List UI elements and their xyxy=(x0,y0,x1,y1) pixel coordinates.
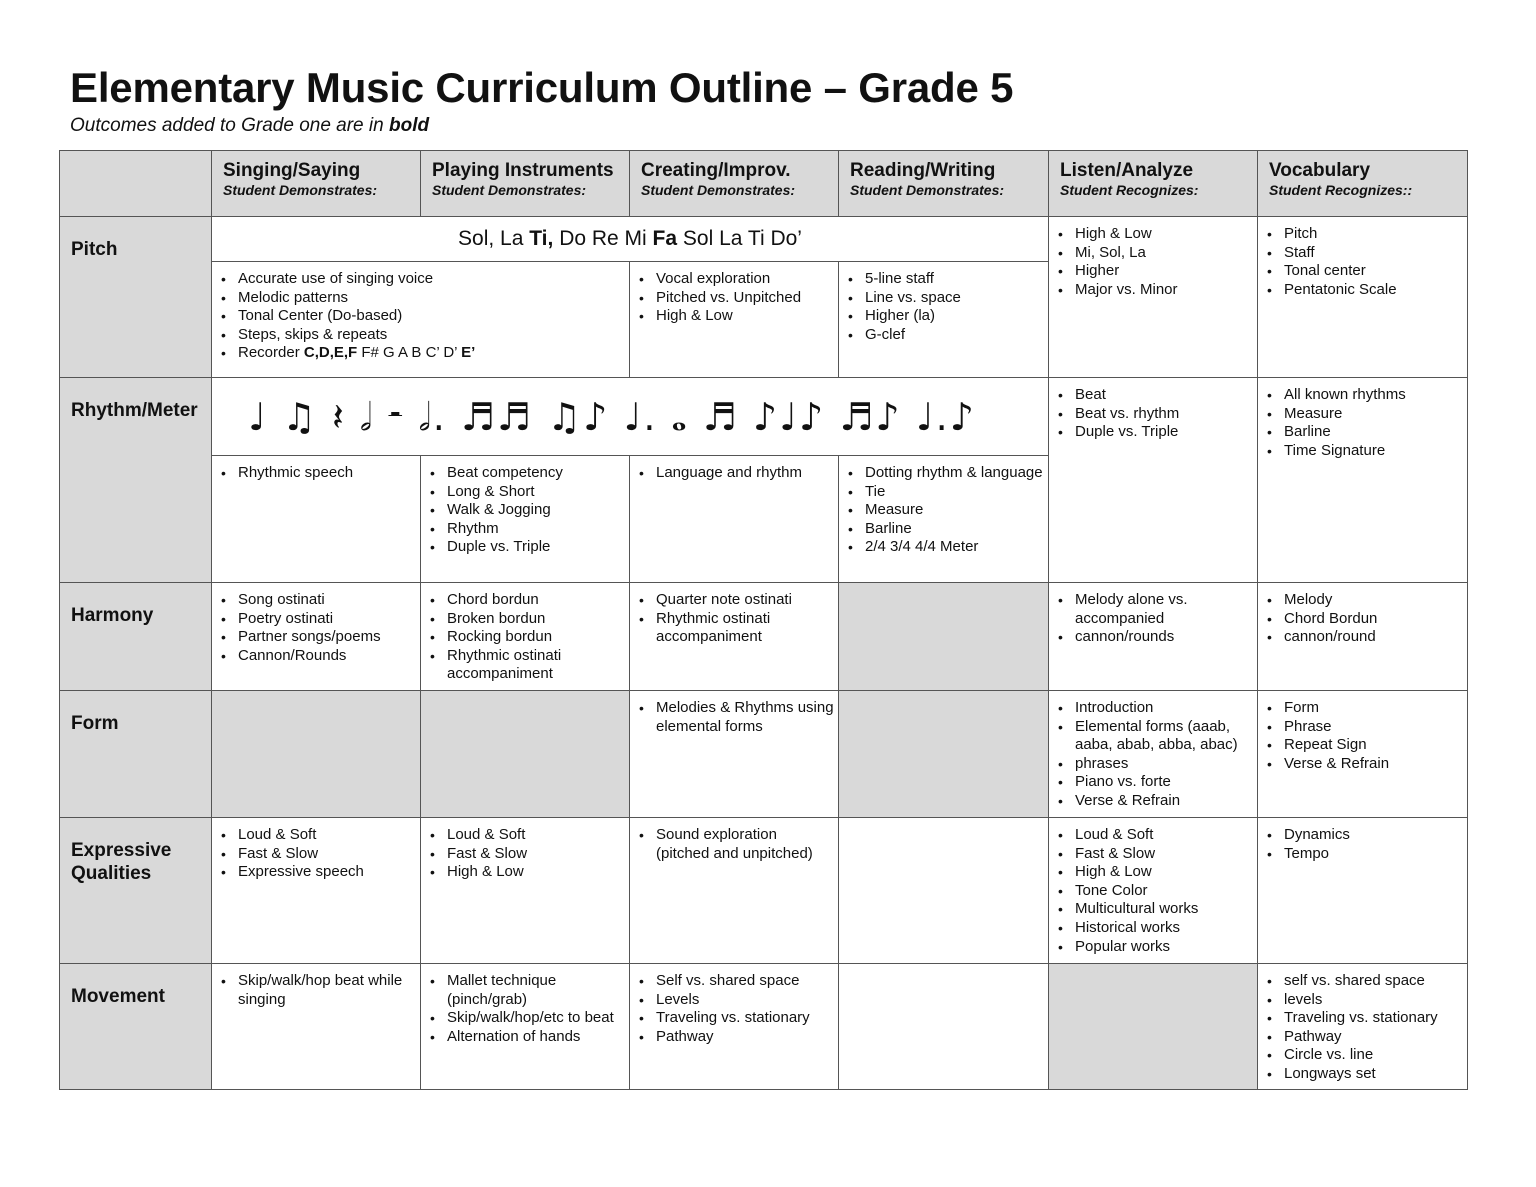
row-header-expressive xyxy=(60,818,212,964)
list-item: • High & Low xyxy=(656,307,834,326)
list-item: • Verse & Refrain xyxy=(1284,755,1463,774)
rhythm-vocab-cell xyxy=(1258,378,1468,583)
list-item: • Walk & Jogging xyxy=(447,501,625,520)
expressive-listen-cell xyxy=(1049,818,1258,964)
pitch-reading-cell xyxy=(839,262,1049,378)
list-item: • Phrase xyxy=(1284,718,1463,737)
column-header-sub: Student Demonstrates: xyxy=(850,182,1005,198)
form-vocab-cell xyxy=(1258,691,1468,818)
list-item: • Sound exploration (pitched and unpitched) xyxy=(656,826,834,863)
empty-cell xyxy=(212,691,421,818)
list-item: • Alternation of hands xyxy=(447,1028,625,1047)
row-label-line2: Qualities xyxy=(71,863,152,884)
solfege-segment: Sol, La xyxy=(458,227,530,250)
list-item xyxy=(238,326,625,345)
bullet-list xyxy=(630,456,838,483)
list-item: • Time Signature xyxy=(1284,442,1463,461)
bullet-list xyxy=(421,818,629,882)
list-item: • 5-line staff xyxy=(865,270,1044,289)
bullet-list xyxy=(212,964,420,1009)
list-item: • Popular works xyxy=(1075,938,1253,957)
bullet-list xyxy=(1258,964,1467,1084)
list-item: • 2/4 3/4 4/4 Meter xyxy=(865,538,1044,557)
solfege-segment: Fa xyxy=(652,227,678,250)
list-item: • Duple vs. Triple xyxy=(447,538,625,557)
list-item: • Rhythmic ostinati accompaniment xyxy=(656,610,834,647)
row-label: Rhythm/Meter xyxy=(71,400,198,421)
list-item: • Language and rhythm xyxy=(656,464,834,483)
list-item: • Beat xyxy=(1075,386,1253,405)
row-label: Harmony xyxy=(71,605,154,626)
corner-cell xyxy=(60,151,212,217)
empty-cell xyxy=(1049,964,1258,1090)
list-item: • Major vs. Minor xyxy=(1075,281,1253,300)
list-item xyxy=(238,307,625,326)
bullet-list xyxy=(630,818,838,863)
bullet-list xyxy=(1258,818,1467,863)
list-item: • Longways set xyxy=(1284,1065,1463,1084)
bullet-list xyxy=(421,583,629,684)
list-item-segment: Steps, skips & repeats xyxy=(238,325,388,343)
bullet-list xyxy=(1049,217,1257,299)
list-item: • All known rhythms xyxy=(1284,386,1463,405)
list-item: • Introduction xyxy=(1075,699,1253,718)
list-item-segment: Melodic patterns xyxy=(238,288,349,306)
movement-playing-cell xyxy=(421,964,630,1090)
list-item: • Broken bordun xyxy=(447,610,625,629)
list-item: • Measure xyxy=(1284,405,1463,424)
rhythm-reading-cell xyxy=(839,456,1049,583)
harmony-listen-cell xyxy=(1049,583,1258,691)
expressive-singing-cell xyxy=(212,818,421,964)
harmony-creating-cell xyxy=(630,583,839,691)
harmony-vocab-cell xyxy=(1258,583,1468,691)
row-header-rhythm xyxy=(60,378,212,583)
pitch-singing-playing-cell xyxy=(212,262,630,378)
bullet-list xyxy=(1049,583,1257,647)
list-item: • Long & Short xyxy=(447,483,625,502)
list-item: • Loud & Soft xyxy=(447,826,625,845)
list-item: • Tone Color xyxy=(1075,882,1253,901)
list-item: • Melody xyxy=(1284,591,1463,610)
row-label-line1: Expressive xyxy=(71,840,172,861)
column-header-name: Vocabulary xyxy=(1269,160,1371,181)
column-header-sub: Student Recognizes:: xyxy=(1269,182,1413,198)
list-item: • Piano vs. forte xyxy=(1075,773,1253,792)
bullet-list xyxy=(839,262,1048,344)
list-item: • Form xyxy=(1284,699,1463,718)
list-item: • Pitched vs. Unpitched xyxy=(656,289,834,308)
harmony-row xyxy=(60,583,1468,691)
bullet-list xyxy=(212,262,629,363)
expressive-creating-cell xyxy=(630,818,839,964)
list-item-segment: C,D,E,F xyxy=(303,344,358,362)
list-item: • Chord bordun xyxy=(447,591,625,610)
rhythm-listen-cell xyxy=(1049,378,1258,583)
bullet-list xyxy=(212,456,420,483)
row-label: Form xyxy=(71,713,119,734)
bullet-list xyxy=(212,818,420,882)
bullet-list xyxy=(1258,583,1467,647)
form-row xyxy=(60,691,1468,818)
column-header-listen xyxy=(1049,151,1258,217)
bullet-list xyxy=(630,583,838,647)
subtitle-bold-word: bold xyxy=(388,115,430,136)
row-header-harmony xyxy=(60,583,212,691)
expressive-vocab-cell xyxy=(1258,818,1468,964)
list-item: • Rhythm xyxy=(447,520,625,539)
bullet-list xyxy=(212,583,420,665)
bullet-list xyxy=(421,964,629,1046)
list-item: • Circle vs. line xyxy=(1284,1046,1463,1065)
list-item: • Loud & Soft xyxy=(238,826,416,845)
list-item: • Staff xyxy=(1284,244,1463,263)
bullet-list xyxy=(630,964,838,1046)
list-item: • Vocal exploration xyxy=(656,270,834,289)
row-label: Movement xyxy=(71,986,165,1007)
list-item: • Beat competency xyxy=(447,464,625,483)
bullet-list xyxy=(1049,378,1257,442)
form-creating-cell xyxy=(630,691,839,818)
movement-creating-cell xyxy=(630,964,839,1090)
list-item: • Traveling vs. stationary xyxy=(656,1009,834,1028)
list-item: • Line vs. space xyxy=(865,289,1044,308)
row-header-form xyxy=(60,691,212,818)
list-item: • Self vs. shared space xyxy=(656,972,834,991)
list-item-segment: Accurate use of singing voice xyxy=(238,270,434,287)
column-header-vocabulary xyxy=(1258,151,1468,217)
pitch-vocab-cell xyxy=(1258,217,1468,378)
list-item: • Rocking bordun xyxy=(447,628,625,647)
rhythm-singing-cell xyxy=(212,456,421,583)
bullet-list xyxy=(630,262,838,326)
list-item: • Partner songs/poems xyxy=(238,628,416,647)
bullet-list xyxy=(1258,691,1467,773)
pitch-listen-cell xyxy=(1049,217,1258,378)
list-item-segment: E’ xyxy=(461,344,476,362)
column-header-sub: Student Demonstrates: xyxy=(223,182,378,198)
row-label: Pitch xyxy=(71,239,118,260)
list-item: • High & Low xyxy=(447,863,625,882)
movement-singing-cell xyxy=(212,964,421,1090)
empty-cell xyxy=(839,964,1049,1090)
list-item: • Loud & Soft xyxy=(1075,826,1253,845)
movement-row xyxy=(60,964,1468,1090)
list-item: • phrases xyxy=(1075,755,1253,774)
list-item: • Tempo xyxy=(1284,845,1463,864)
page-subtitle xyxy=(70,114,429,138)
subtitle-text: Outcomes added to Grade one are in xyxy=(70,115,389,136)
solfege-cell xyxy=(212,217,1049,262)
list-item-segment: Recorder xyxy=(238,344,304,362)
list-item: • Melodies & Rhythms using elemental forms xyxy=(656,699,834,736)
bullet-list xyxy=(1258,217,1467,299)
list-item: • Fast & Slow xyxy=(447,845,625,864)
page-title: Elementary Music Curriculum Outline – Grade 5 xyxy=(70,64,1014,111)
list-item: • Traveling vs. stationary xyxy=(1284,1009,1463,1028)
list-item: • Repeat Sign xyxy=(1284,736,1463,755)
list-item: • Duple vs. Triple xyxy=(1075,423,1253,442)
bullet-list xyxy=(1049,691,1257,811)
list-item: • Historical works xyxy=(1075,919,1253,938)
list-item: • Elemental forms (aaab, aaba, abab, abba, abac) xyxy=(1075,718,1253,755)
list-item: • Verse & Refrain xyxy=(1075,792,1253,811)
list-item: • Chord Bordun xyxy=(1284,610,1463,629)
list-item: • Pathway xyxy=(1284,1028,1463,1047)
header-row xyxy=(60,151,1468,217)
list-item: • levels xyxy=(1284,991,1463,1010)
list-item: • Expressive speech xyxy=(238,863,416,882)
list-item: • Multicultural works xyxy=(1075,900,1253,919)
movement-vocab-cell xyxy=(1258,964,1468,1090)
list-item: • Skip/walk/hop beat while singing xyxy=(238,972,416,1009)
column-header-singing xyxy=(212,151,421,217)
list-item: • Melody alone vs. accompanied xyxy=(1075,591,1253,628)
list-item: • Higher (la) xyxy=(865,307,1044,326)
rhythm-creating-cell xyxy=(630,456,839,583)
column-header-reading xyxy=(839,151,1049,217)
empty-cell xyxy=(839,583,1049,691)
list-item: • Tonal center xyxy=(1284,262,1463,281)
list-item: • Quarter note ostinati xyxy=(656,591,834,610)
list-item: • self vs. shared space xyxy=(1284,972,1463,991)
list-item: • Higher xyxy=(1075,262,1253,281)
row-header-pitch xyxy=(60,217,212,378)
list-item xyxy=(238,344,625,363)
list-item: • cannon/round xyxy=(1284,628,1463,647)
rhythm-notation: ♩ ♫ 𝄽 𝅗𝅥 𝄼 𝅗𝅥. ♬♬ ♫♪ ♩. 𝅝 ♬ ♪♩♪ ♬♪ ♩.♪ xyxy=(248,394,977,439)
expressive-playing-cell xyxy=(421,818,630,964)
list-item xyxy=(238,289,625,308)
list-item-segment: F# G A B C’ D’ xyxy=(357,344,462,362)
column-header-name: Creating/Improv. xyxy=(641,160,791,181)
list-item: • Pitch xyxy=(1284,225,1463,244)
list-item: • Rhythmic speech xyxy=(238,464,416,483)
form-listen-cell xyxy=(1049,691,1258,818)
empty-cell xyxy=(839,691,1049,818)
list-item: • Measure xyxy=(865,501,1044,520)
list-item: • Dynamics xyxy=(1284,826,1463,845)
bullet-list xyxy=(1258,378,1467,460)
column-header-name: Playing Instruments xyxy=(432,160,614,181)
column-header-name: Listen/Analyze xyxy=(1060,160,1194,181)
list-item: • Tie xyxy=(865,483,1044,502)
rhythm-row xyxy=(60,378,1468,456)
harmony-playing-cell xyxy=(421,583,630,691)
list-item: • Mi, Sol, La xyxy=(1075,244,1253,263)
list-item: • Levels xyxy=(656,991,834,1010)
bullet-list xyxy=(630,691,838,736)
list-item: • Pentatonic Scale xyxy=(1284,281,1463,300)
bullet-list xyxy=(421,456,629,557)
pitch-row xyxy=(60,217,1468,262)
column-header-name: Singing/Saying xyxy=(223,160,361,181)
list-item: • Cannon/Rounds xyxy=(238,647,416,666)
harmony-singing-cell xyxy=(212,583,421,691)
list-item: • Poetry ostinati xyxy=(238,610,416,629)
column-header-name: Reading/Writing xyxy=(850,160,996,181)
list-item: • Beat vs. rhythm xyxy=(1075,405,1253,424)
curriculum-table xyxy=(59,150,1468,1090)
list-item: • Song ostinati xyxy=(238,591,416,610)
solfege-segment: Ti, xyxy=(529,227,554,250)
list-item: • cannon/rounds xyxy=(1075,628,1253,647)
list-item: • Pathway xyxy=(656,1028,834,1047)
list-item: • Barline xyxy=(865,520,1044,539)
list-item: • G-clef xyxy=(865,326,1044,345)
bullet-list xyxy=(1049,818,1257,956)
row-header-movement xyxy=(60,964,212,1090)
rhythm-notation-cell xyxy=(212,378,1049,456)
list-item: • Dotting rhythm & language xyxy=(865,464,1044,483)
column-header-sub: Student Demonstrates: xyxy=(641,182,796,198)
column-header-creating xyxy=(630,151,839,217)
list-item: • Fast & Slow xyxy=(238,845,416,864)
bullet-list xyxy=(839,456,1048,557)
rhythm-playing-cell xyxy=(421,456,630,583)
list-item: • Fast & Slow xyxy=(1075,845,1253,864)
column-header-playing xyxy=(421,151,630,217)
solfege-segment: Do Re Mi xyxy=(553,227,653,250)
list-item: • High & Low xyxy=(1075,863,1253,882)
solfege-segment: Sol La Ti Do’ xyxy=(677,227,802,250)
solfege-line xyxy=(458,227,802,250)
list-item: • Barline xyxy=(1284,423,1463,442)
list-item: • Mallet technique (pinch/grab) xyxy=(447,972,625,1009)
empty-cell xyxy=(421,691,630,818)
list-item: • Rhythmic ostinati accompaniment xyxy=(447,647,625,684)
list-item: • Skip/walk/hop/etc to beat xyxy=(447,1009,625,1028)
column-header-sub: Student Recognizes: xyxy=(1060,182,1199,198)
pitch-creating-cell xyxy=(630,262,839,378)
list-item: • High & Low xyxy=(1075,225,1253,244)
list-item xyxy=(238,270,625,289)
column-header-sub: Student Demonstrates: xyxy=(432,182,587,198)
empty-cell xyxy=(839,818,1049,964)
expressive-row xyxy=(60,818,1468,964)
list-item-segment: Tonal Center (Do-based) xyxy=(238,307,403,325)
